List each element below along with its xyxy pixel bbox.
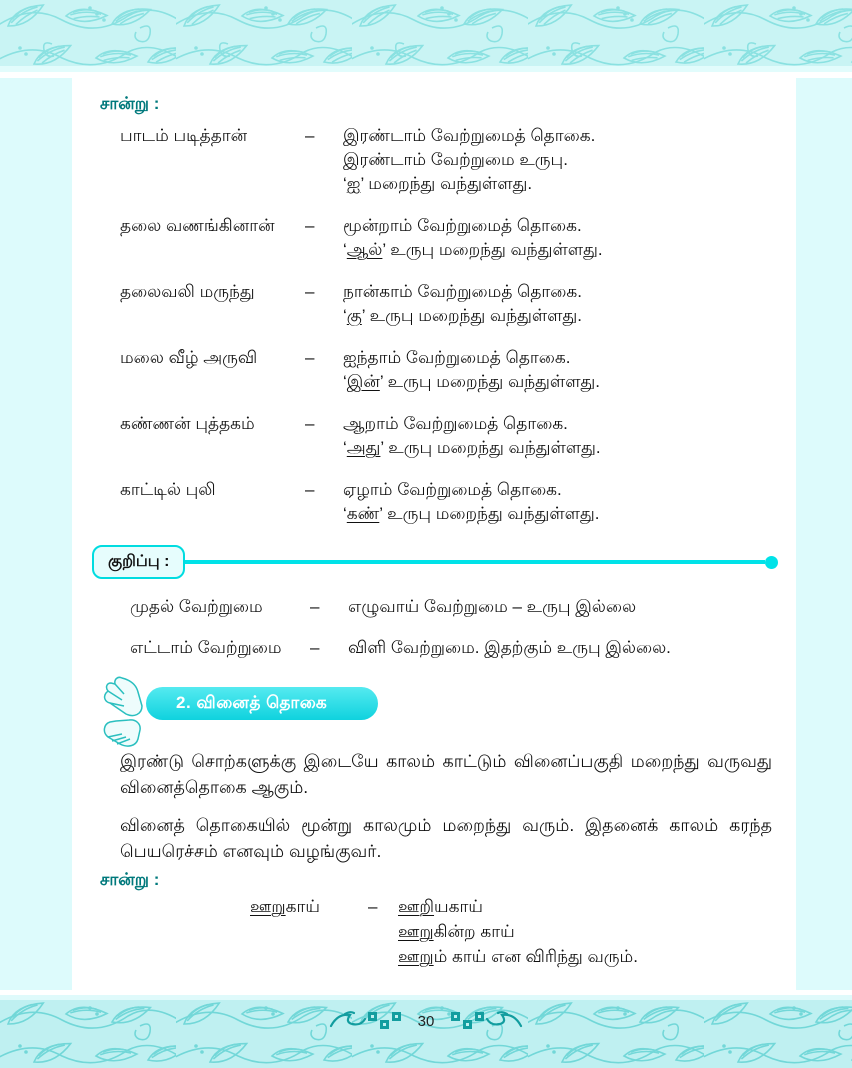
page-content bbox=[72, 78, 796, 990]
example-description bbox=[343, 214, 778, 262]
note-callout bbox=[92, 544, 778, 580]
text-segment: ’ உருபு மறைந்து வந்துள்ளது. bbox=[382, 240, 603, 259]
note-term: முதல் வேற்றுமை bbox=[130, 597, 263, 616]
example-term: காட்டில் புலி bbox=[120, 480, 216, 499]
text-segment: ’ மறைந்து வந்துள்ளது. bbox=[360, 174, 533, 193]
underlined-prefix: ஊறு bbox=[250, 897, 286, 916]
description-line bbox=[343, 370, 778, 394]
dash-separator: – bbox=[305, 480, 315, 499]
description-line: ஆறாம் வேற்றுமைத் தொகை. bbox=[343, 414, 568, 433]
section-heading-example: சான்று : bbox=[100, 94, 160, 113]
leaf-pattern-icon bbox=[0, 0, 852, 66]
description-line: ஐந்தாம் வேற்றுமைத் தொகை. bbox=[343, 348, 571, 367]
top-border-band bbox=[0, 0, 852, 72]
example-term: கண்ணன் புத்தகம் bbox=[120, 414, 255, 433]
text-segment: காய் bbox=[285, 897, 320, 916]
text-segment: ’ உருபு மறைந்து வந்துள்ளது. bbox=[361, 306, 582, 325]
text-segment: ’ உருபு மறைந்து வந்துள்ளது. bbox=[379, 504, 600, 523]
description-line bbox=[343, 304, 778, 328]
dash-separator: – bbox=[305, 348, 315, 367]
underlined-suffix: அது bbox=[346, 438, 381, 457]
dash-separator: – bbox=[368, 897, 378, 916]
right-border-band bbox=[796, 78, 852, 990]
example-row bbox=[120, 478, 778, 526]
page-footer bbox=[0, 1009, 852, 1033]
bottom-border-band bbox=[0, 995, 852, 1068]
note-label: குறிப்பு : bbox=[108, 553, 170, 570]
underlined-prefix: ஊறு bbox=[398, 947, 434, 966]
text-segment: ‘ bbox=[343, 174, 347, 193]
description-line bbox=[398, 894, 778, 919]
body-paragraph: வினைத் தொகையில் மூன்று காலமும் மறைந்து வரும். இதனைக் காலம் கரந்த பெயரெச்சம் எனவும் வழங்குவர். bbox=[120, 815, 772, 861]
example-row bbox=[120, 346, 778, 394]
text-segment: ம் காய் என விரிந்து வரும். bbox=[433, 947, 638, 966]
example-term: தலைவலி மருந்து bbox=[120, 282, 255, 301]
text-segment: ‘ bbox=[343, 438, 347, 457]
body-paragraph: இரண்டு சொற்களுக்கு இடையே காலம் காட்டும் வினைப்பகுதி மறைந்து வருவது வினைத்தொகை ஆகும். bbox=[120, 751, 772, 797]
flourish-right-icon bbox=[446, 1009, 524, 1033]
example-term: தலை வணங்கினான் bbox=[120, 216, 275, 235]
example-description bbox=[343, 280, 778, 328]
page-number: 30 bbox=[417, 1012, 435, 1030]
description-line: மூன்றாம் வேற்றுமைத் தொகை. bbox=[343, 216, 582, 235]
section-title: 2. வினைத் தொகை bbox=[176, 692, 328, 712]
text-segment: ‘ bbox=[343, 372, 347, 391]
flourish-left-icon bbox=[328, 1009, 406, 1033]
underlined-suffix: கண் bbox=[346, 504, 380, 523]
example-row bbox=[250, 894, 778, 969]
description-line bbox=[398, 919, 778, 944]
dash-separator: – bbox=[310, 638, 320, 657]
section-banner bbox=[114, 684, 778, 728]
description-line: இரண்டாம் வேற்றுமைத் தொகை. bbox=[343, 126, 596, 145]
text-segment: கின்ற காய் bbox=[433, 922, 515, 941]
note-description: எழுவாய் வேற்றுமை – உருபு இல்லை bbox=[348, 597, 637, 616]
description-line bbox=[343, 172, 778, 196]
underlined-suffix: ஐ bbox=[346, 174, 361, 193]
note-row bbox=[130, 592, 778, 621]
example-row bbox=[120, 124, 778, 196]
dash-separator: – bbox=[305, 282, 315, 301]
example-description bbox=[343, 346, 778, 394]
description-line bbox=[343, 238, 778, 262]
underlined-prefix: ஊறி bbox=[398, 897, 435, 916]
underlined-suffix: இன் bbox=[346, 372, 380, 391]
description-line: இரண்டாம் வேற்றுமை உருபு. bbox=[343, 150, 568, 169]
note-divider-line bbox=[185, 560, 765, 564]
description-line bbox=[343, 502, 778, 526]
underlined-suffix: ஆல் bbox=[346, 240, 383, 259]
dash-separator: – bbox=[310, 597, 320, 616]
note-divider-dot bbox=[765, 556, 778, 569]
dash-separator: – bbox=[305, 414, 315, 433]
example-description bbox=[343, 478, 778, 526]
underlined-prefix: ஊறு bbox=[398, 922, 434, 941]
text-segment: ’ உருபு மறைந்து வந்துள்ளது. bbox=[380, 438, 601, 457]
dash-separator: – bbox=[305, 126, 315, 145]
example-description bbox=[343, 412, 778, 460]
description-line: நான்காம் வேற்றுமைத் தொகை. bbox=[343, 282, 582, 301]
example-row bbox=[120, 280, 778, 328]
note-row bbox=[130, 633, 778, 662]
example-row bbox=[120, 214, 778, 262]
text-segment: ’ உருபு மறைந்து வந்துள்ளது. bbox=[379, 372, 601, 391]
note-label-box bbox=[92, 545, 185, 579]
description-line bbox=[398, 944, 778, 969]
dash-separator: – bbox=[305, 216, 315, 235]
text-segment: யகாய் bbox=[434, 897, 483, 916]
example-term: மலை வீழ் அருவி bbox=[120, 348, 258, 367]
text-segment: ‘ bbox=[343, 504, 347, 523]
text-segment: ‘ bbox=[343, 240, 347, 259]
section-title-banner bbox=[146, 687, 378, 720]
left-border-band bbox=[0, 78, 72, 990]
example-row bbox=[120, 412, 778, 460]
example-term bbox=[250, 894, 368, 969]
example-description bbox=[343, 124, 778, 196]
hands-icon bbox=[100, 674, 166, 750]
text-segment: ‘ bbox=[343, 306, 347, 325]
underlined-suffix: கு bbox=[346, 306, 362, 325]
example-description bbox=[398, 894, 778, 969]
note-term: எட்டாம் வேற்றுமை bbox=[130, 638, 282, 657]
section-heading-example: சான்று : bbox=[100, 870, 160, 889]
example-term: பாடம் படித்தான் bbox=[120, 126, 248, 145]
description-line bbox=[343, 436, 778, 460]
note-description: விளி வேற்றுமை. இதற்கும் உருபு இல்லை. bbox=[348, 638, 671, 657]
description-line: ஏழாம் வேற்றுமைத் தொகை. bbox=[343, 480, 562, 499]
